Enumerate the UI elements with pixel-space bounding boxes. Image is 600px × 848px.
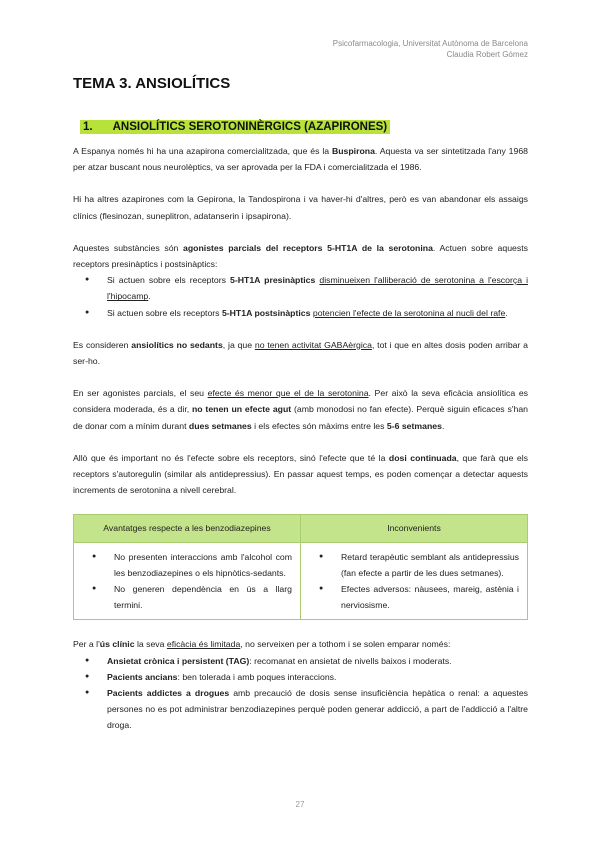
paragraph-continued-dose: [73, 450, 528, 499]
text: Si actuen sobre els receptors: [107, 307, 222, 318]
bold-text: 5-HT1A postsinàptics: [221, 307, 311, 318]
paragraph-other-azapirones: Hi ha altres azapirones com la Gepirona, la Tandospirona i va haver-hi d'altres, però es van abandonar els assaigs clínics (flesinozan, suneplitron, adatanserin i ipsapirona).: [73, 194, 528, 221]
text: Aquestes substàncies són: [73, 242, 184, 253]
page-title: TEMA 3. ANSIOLÍTICS: [73, 75, 231, 92]
bold-text: Buspirona: [331, 146, 375, 156]
bold-text: agonistes parcials del receptors 5-HT1A de la serotonina: [183, 242, 433, 253]
text: Es consideren: [73, 339, 132, 350]
page-number: 27: [295, 800, 305, 809]
text: Si actuen sobre els receptors: [107, 275, 231, 286]
text: . Actuen sobre aquests receptors presinàptics i postsinàptics:: [73, 242, 528, 270]
receptor-list: [73, 272, 528, 321]
text: . Per això la seva eficàcia ansiolítica es considera moderada, és a dir,: [73, 388, 528, 415]
list-item: ● No generen dependència en ús a llarg termini.: [114, 581, 292, 613]
text: .: [505, 307, 508, 318]
list-item: ● Efectes adversos: nàusees, mareig, astènia i nerviosisme.: [341, 581, 519, 613]
underlined-text: no tenen activitat GABAèrgica: [254, 339, 372, 350]
drawbacks-list: [307, 549, 519, 614]
document-body: [73, 143, 528, 750]
advantages-cell: [74, 542, 301, 620]
bold-text: Pacients addictes a drogues: [107, 688, 230, 699]
list-item: [107, 653, 528, 669]
bold-text: Pacients ancians: [107, 671, 178, 682]
table-header-drawbacks: Inconvenients: [301, 515, 528, 542]
table-header-row: [74, 515, 528, 542]
underlined-text: eficàcia és limitada: [166, 639, 241, 650]
text: A Espanya només hi ha una azapirona comercialitzada, que és la: [73, 146, 332, 156]
bold-text: Ansietat crònica i persistent (TAG): [107, 655, 250, 666]
text: . Aquesta va ser sintetitzada l'any 1968 per atzar buscant nous neurolèptics, va ser aprovada per la FDA i comercialitzada el 1986.: [73, 146, 528, 173]
text: , tot i que en altes dosis poden arribar a ser-ho.: [73, 339, 529, 367]
text: la seva: [134, 639, 167, 650]
paragraph-partial-agonists: [73, 385, 528, 434]
text: , ja que: [222, 339, 255, 350]
bold-text: 5-HT1A presinàptics: [230, 275, 316, 286]
list-item: ● Retard terapèutic semblant als antidepressius (fan efecte a partir de les dues setmanes).: [341, 549, 519, 581]
underlined-text: efecte és menor que el de la serotonina: [207, 388, 369, 399]
text: Allò que és important no és l'efecte sobre els receptors, sinó l'efecte que té la: [73, 452, 389, 463]
paragraph-mechanism: [73, 240, 528, 272]
bold-text: ús clínic: [99, 639, 135, 650]
text: i els efectes són màxims entre les: [251, 420, 387, 431]
section-heading: [80, 120, 390, 134]
text: .: [441, 420, 445, 431]
drawbacks-cell: [301, 542, 528, 620]
section-title: ANSIOLÍTICS SEROTONINÈRGICS (AZAPIRONES): [112, 121, 388, 133]
page-header: [333, 38, 528, 60]
header-author: Claudia Robert Gómez: [446, 50, 528, 59]
underlined-text: disminueixen l'alliberació de serotonina a l'escorça i l'hipocamp: [107, 275, 528, 302]
table-row: [74, 542, 528, 620]
list-item: [107, 305, 528, 321]
bold-text: dues setmanes: [188, 420, 252, 431]
bold-text: 5-6 setmanes: [386, 420, 442, 431]
text: : ben tolerada i amb poques interaccions.: [177, 671, 337, 682]
table-header-advantages: Avantatges respecte a les benzodiazepines: [74, 515, 301, 542]
text: : recomanat en ansietat de nivells baixos i moderats.: [249, 655, 452, 666]
bold-text: ansiolítics no sedants: [131, 339, 223, 350]
underlined-text: potencien l'efecte de la serotonina al nucli del rafe: [312, 307, 506, 318]
bold-text: dosi continuada: [388, 452, 457, 463]
text: (amb monodosi no fan efecte). Perquè siguin eficaces s'han de donar com a mínim durant: [73, 404, 528, 431]
bold-text: no tenen un efecte agut: [191, 404, 292, 415]
paragraph-clinical-use: [73, 636, 528, 652]
text: , que farà que els receptors s'autoregulin (similar als antidepressius). En passar aquest temps, es poden començar a detectar aquests increments de serotonina a nivell cerebral.: [73, 452, 529, 496]
text: .: [148, 291, 151, 302]
pros-cons-table: [73, 514, 528, 620]
text: amb precaució de dosis sense insuficiència hepàtica o renal: a aquestes persones no es pot administrar benzodiazepines perquè poden generar addicció, a part de l'addicció a l'altre droga.: [107, 688, 528, 731]
advantages-list: [80, 549, 292, 614]
clinical-use-list: [73, 653, 528, 734]
header-course: Psicofarmacologia, Universitat Autònoma de Barcelona: [332, 39, 528, 48]
text: , no serveixen per a tothom i se solen emparar només:: [240, 639, 451, 650]
list-item: [107, 272, 528, 304]
paragraph-no-sedants: [73, 337, 528, 369]
text: En ser agonistes parcials, el seu: [73, 388, 208, 399]
list-item: [107, 669, 528, 685]
paragraph-buspirona: [73, 143, 528, 175]
list-item: ● No presenten interaccions amb l'alcohol com les benzodiazepines o els hipnòtics-sedants.: [114, 549, 292, 581]
text: Per a l': [73, 639, 100, 650]
list-item: [107, 685, 528, 734]
section-number: 1.: [83, 121, 93, 133]
